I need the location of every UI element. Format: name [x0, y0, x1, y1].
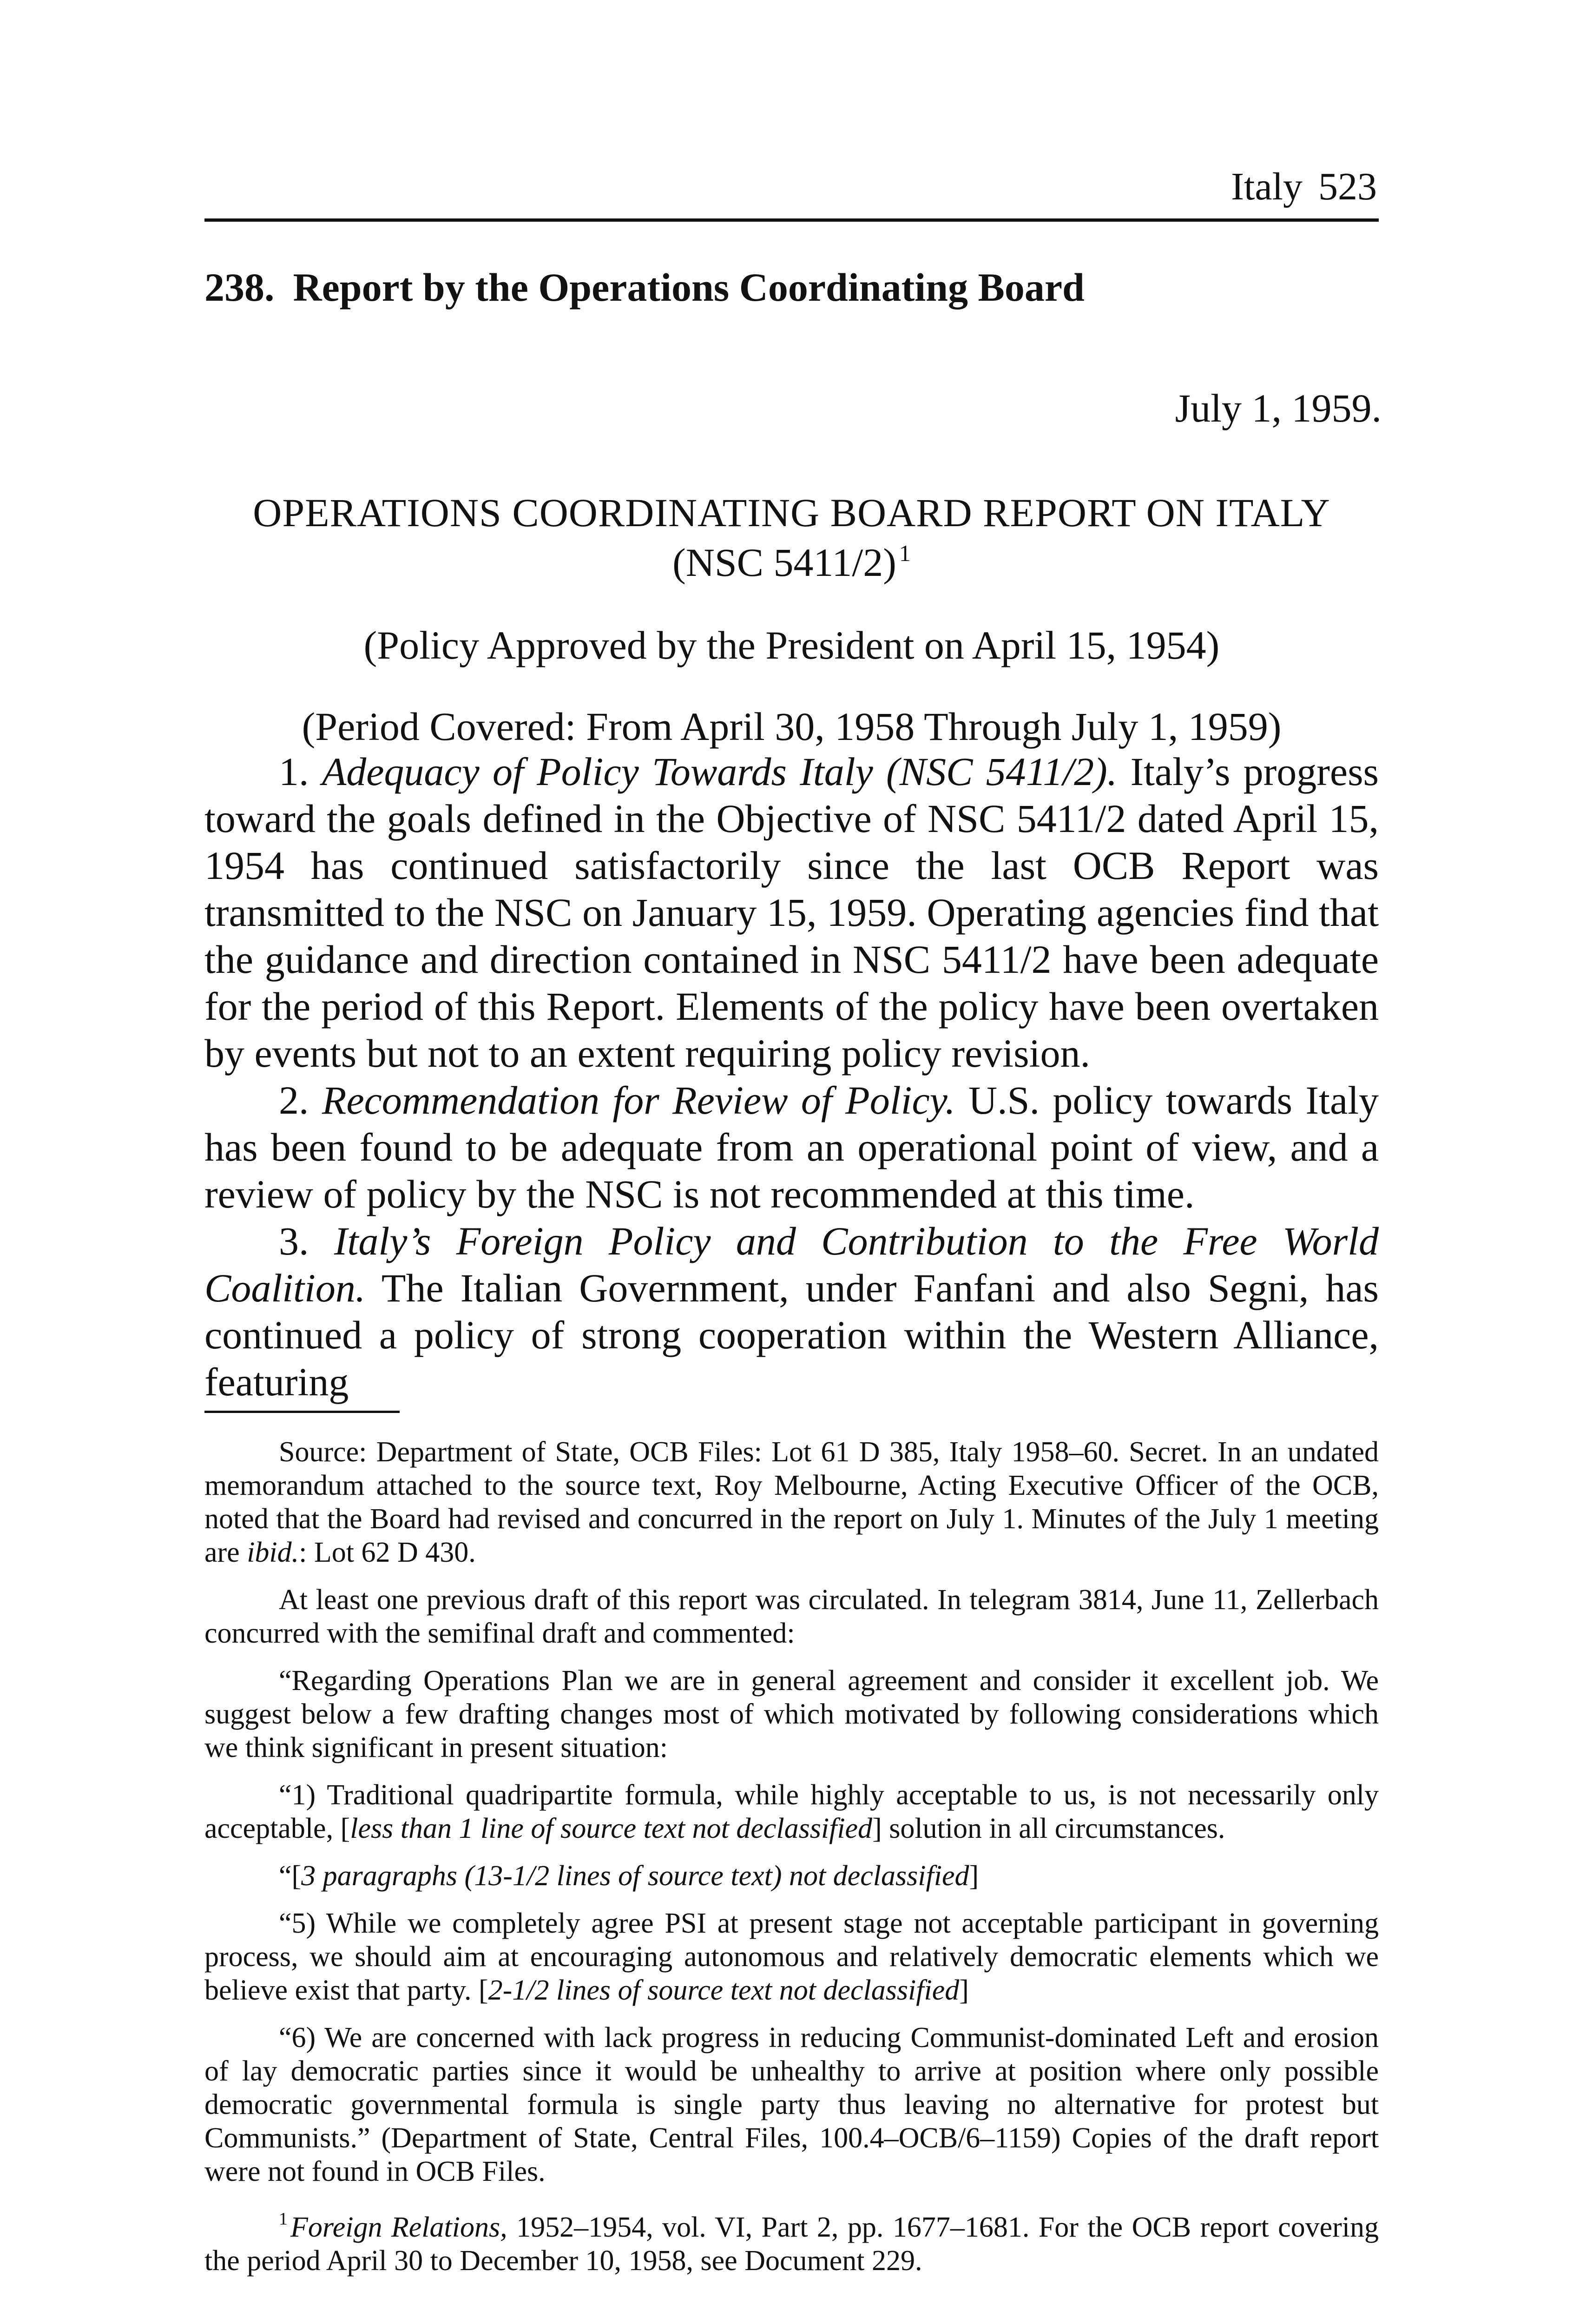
header-rule	[204, 218, 1379, 222]
paragraph-heading: Italy’s Foreign Policy and Contribution to the Free World Coalition.	[204, 1219, 1379, 1310]
footnotes	[204, 1435, 1379, 2291]
quote-item-5-close: ]	[959, 1974, 969, 2006]
paragraph-number: 2.	[279, 1078, 309, 1122]
source-note-text-end: : Lot 62 D 430.	[299, 1537, 476, 1568]
source-note-ibid: ibid.	[247, 1537, 299, 1568]
report-policy-line: (Policy Approved by the President on April 15, 1954)	[363, 623, 1220, 667]
quote-item-3-italic: 3 paragraphs (13-1/2 lines of source text) not declassified	[301, 1860, 969, 1892]
quote-item-5	[204, 1907, 1379, 2007]
footnote-1	[204, 2202, 1379, 2278]
report-period-line: (Period Covered: From April 30, 1958 Through July 1, 1959)	[302, 704, 1282, 749]
paragraph-3	[204, 1218, 1379, 1406]
quote-intro: “Regarding Operations Plan we are in general agreement and consider it excellent job. We suggest below a few drafting changes most of which motivated by following considerations which we think significant in present situation:	[204, 1665, 1379, 1763]
paragraph-text: U.S. policy towards Italy has been found to be adequate from an operational point of view, and a review of policy by the NSC is not recommended at this time.	[204, 1078, 1379, 1216]
document-heading	[204, 265, 1085, 310]
report-title: OPERATIONS COORDINATING BOARD REPORT ON ITALY	[253, 490, 1330, 535]
draft-note: At least one previous draft of this report was circulated. In telegram 3814, June 11, Zellerbach concurred with the semifinal draft and commented:	[204, 1584, 1379, 1649]
paragraph-heading: Adequacy of Policy Towards Italy (NSC 5411/2).	[322, 749, 1118, 794]
quote-item-5-text: “5) While we completely agree PSI at present stage not acceptable participant in governing process, we should aim at encouraging autonomous and relatively democratic elements which we believe exist that party. [	[204, 1908, 1379, 2006]
quote-item-1-text-end: ] solution in all circumstances.	[872, 1813, 1225, 1844]
footnote-rule	[204, 1411, 400, 1413]
footnote-1-marker: 1	[279, 2209, 288, 2229]
document-date: July 1, 1959.	[1175, 386, 1382, 430]
quote-item-3-close: ]	[969, 1860, 979, 1892]
paragraph-number: 1.	[279, 749, 309, 794]
quote-item-1-italic: less than 1 line of source text not declassified	[350, 1813, 873, 1844]
paragraph-2	[204, 1077, 1379, 1218]
source-note-text: Source: Department of State, OCB Files: Lot 61 D 385, Italy 1958–60. Secret. In an undated memorandum attached to the source text, Roy Melbourne, Acting Executive Officer of the OCB, noted that the Board had revised and concurred in the report on July 1. Minutes of the July 1 meeting are	[204, 1436, 1379, 1568]
footnote-1-text: 1952–1954, vol. VI, Part 2, pp. 1677–1681. For the OCB report covering the period April 30 to December 10, 1958, see Document 229.	[204, 2212, 1379, 2277]
paragraph-text: The Italian Government, under Fanfani and also Segni, has continued a policy of strong cooperation within the Western Alliance, featuring	[204, 1266, 1379, 1404]
quote-item-3-open: “[	[279, 1860, 302, 1892]
paragraph-text: Italy’s progress toward the goals defined in the Objective of NSC 5411/2 dated April 15, 1954 has continued satisfactorily since the last OCB Report was transmitted to the NSC on January 15, 1959. Operating agencies find that the guidance and direction contained in NSC 5411/2 have been adequate for the period of this Report. Elements of the policy have been overtaken by events but not to an extent requiring policy revision.	[204, 749, 1379, 1076]
paragraph-1	[204, 748, 1379, 1077]
quote-item-5-italic: 2-1/2 lines of source text not declassified	[488, 1974, 960, 2006]
quote-item-6: “6) We are concerned with lack progress in reducing Communist-dominated Left and erosion of lay democratic parties since it would be unhealthy to arrive at position where only possible democratic governmental formula is single party thus leaving no alternative for protest but Communists.” (Department of State, Central Files, 100.4–OCB/6–1159) Copies of the draft report were not found in OCB Files.	[204, 2022, 1379, 2187]
document-number: 238.	[204, 265, 275, 310]
quote-item-3	[204, 1859, 1379, 1893]
paragraph-heading: Recommendation for Review of Policy.	[322, 1078, 955, 1122]
running-head	[1231, 167, 1377, 206]
body-text	[204, 748, 1379, 1406]
paragraph-number: 3.	[279, 1219, 309, 1263]
quote-item-1	[204, 1778, 1379, 1845]
footnote-1-italic: Foreign Relations,	[290, 2212, 507, 2243]
page-number: 523	[1318, 165, 1377, 208]
footnote-ref-1: 1	[899, 540, 911, 566]
report-nsc-line	[204, 540, 1379, 585]
report-nsc: (NSC 5411/2)	[672, 540, 896, 585]
source-note	[204, 1435, 1379, 1569]
quote-item-1-text: “1) Traditional quadripartite formula, while highly acceptable to us, is not necessarily only acceptable, [	[204, 1779, 1379, 1844]
running-head-title: Italy	[1231, 165, 1303, 208]
document-title: Report by the Operations Coordinating Board	[293, 265, 1085, 310]
